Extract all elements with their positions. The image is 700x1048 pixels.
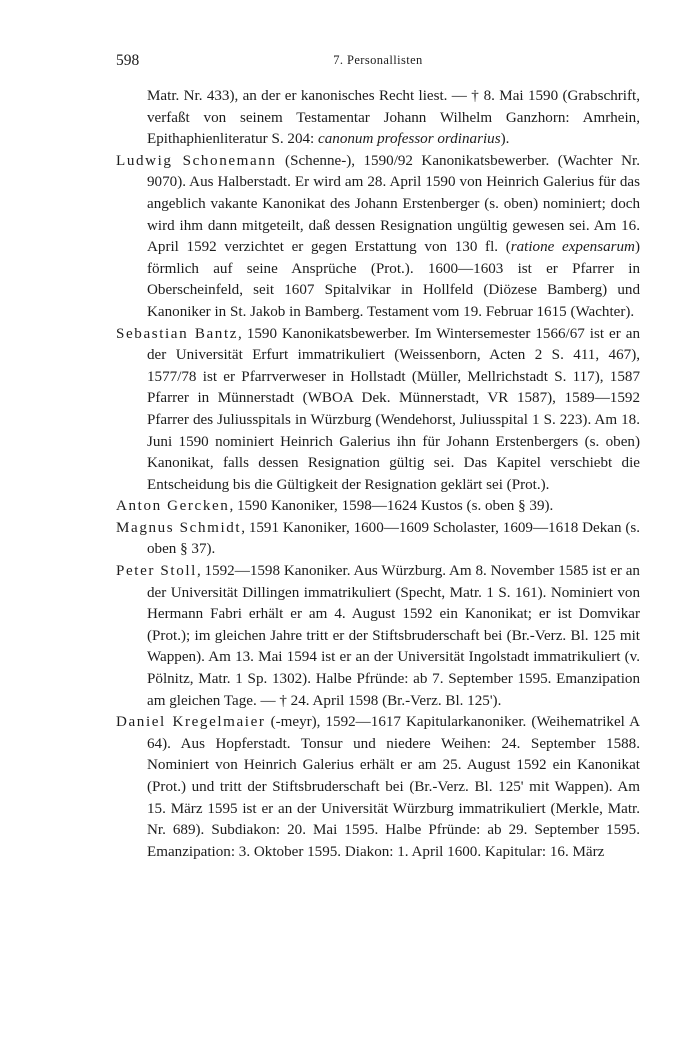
entry-anton-gercken: Anton Gercken, 1590 Kanoniker, 1598—1624 Kustos (s. oben § 39).: [116, 498, 554, 515]
entry-name: Ludwig Schonemann: [116, 152, 277, 169]
entry-name: Sebastian Bantz: [116, 325, 239, 342]
entry-ludwig-schonemann: Ludwig Schonemann (Schenne-), 1590/92 Kanonikatsbewerber. (Wachter Nr. 9070). Aus Halberstadt. Er wird am 28. April 1590 von Heinrich Galerius für das angeblich vakante Kanonikat des Johann Erstenberger (s. oben) nominiert; doch wird ihm dann mitgeteilt, daß dessen Resignation ungültig gewesen sei. Am 16. April 1592 verzichtet er gegen Erstattung von 130 fl. (ratione expensarum) förmlich auf seine Ansprüche (Prot.). 1600—1603 ist er Pfarrer in Oberscheinfeld, seit 1607 Spitalvikar in Hollfeld (Diözese Bamberg) und Kanoniker in St. Jakob in Bamberg. Testament vom 19. Februar 1615 (Wachter).: [116, 152, 640, 320]
entry-name: Anton Gercken: [116, 498, 230, 515]
entry-magnus-schmidt: Magnus Schmidt, 1591 Kanoniker, 1600—1609 Scholaster, 1609—1618 Dekan (s. oben § 37).: [116, 519, 641, 558]
page-number: 598: [116, 52, 140, 69]
entry-name: Peter Stoll: [116, 563, 197, 580]
entry-sebastian-bantz: Sebastian Bantz, 1590 Kanonikatsbewerber. Im Wintersemester 1566/67 ist er an der Universität Erfurt immatrikuliert (Weissenborn, Acten 2 S. 411, 467), 1577/78 ist er Pfarrverweser in Hollstadt (Müller, Mellrichstadt S. 117), 1587 Pfarrer in Münnerstadt (WBOA Dek. Münnerstadt, VR 1587), 1589—1592 Pfarrer des Juliusspitals in Würzburg (Wendehorst, Juliusspital 1 S. 223). Am 18. Juni 1590 nominiert Heinrich Galerius ihn für Johann Erstenbergers (s. oben) Kanonikat, falls dessen Resignation gültig sei. Das Kapitel verschiebt die Entscheidung bis die Gültigkeit der Resignation geklärt sei (Prot.).: [116, 325, 641, 493]
entry-peter-stoll: Peter Stoll, 1592—1598 Kanoniker. Aus Würzburg. Am 8. November 1585 ist er an der Universität Dillingen immatrikuliert (Specht, Matr. 1 S. 161). Nominiert von Hermann Fabri erhält er am 4. August 1592 ein Kanonikat; er ist Domvikar (Prot.); im gleichen Jahre tritt er der Stiftsbruderschaft bei (Br.-Verz. Bl. 125 mit Wappen). Am 13. Mai 1594 ist er an der Universität Ingolstadt immatrikuliert (v. Pölnitz, Matr. 1 Sp. 1302). Halbe Pfründe: ab 7. September 1595. Emanzipation am gleichen Tage. — † 24. April 1598 (Br.-Verz. Bl. 125').: [116, 563, 640, 709]
entry-name: Magnus Schmidt: [116, 519, 242, 536]
entry-name: Daniel Kregelmaier: [116, 714, 266, 731]
entry-daniel-kregelmaier: Daniel Kregelmaier (-meyr), 1592—1617 Kapitularkanoniker. (Weihematrikel A 64). Aus Hopferstadt. Tonsur und niedere Weihen: 24. September 1588. Nominiert von Heinrich Galerius erhält er am 25. August 1592 ein Kanonikat (Prot.) und tritt der Stiftsbruderschaft bei (Br.-Verz. Bl. 125' mit Wappen). Am 15. März 1595 ist er an der Universität Würzburg immatrikuliert (Merkle, Matr. Nr. 689). Subdiakon: 20. Mai 1595. Halbe Pfründe: ab 29. September 1595. Emanzipation: 3. Oktober 1595. Diakon: 1. April 1600. Kapitular: 16. März: [116, 714, 640, 860]
running-head: 7. Personallisten: [333, 53, 423, 67]
page-body: [116, 86, 640, 863]
entry-continuation: Matr. Nr. 433), an der er kanonisches Recht liest. — † 8. Mai 1590 (Grabschrift, verfaßt von seinem Testamentar Johann Wilhelm Ganzhorn: Amrhein, Epithaphienliteratur S. 204: canonum professor ordinarius).: [147, 88, 640, 148]
page-header: [116, 52, 640, 72]
